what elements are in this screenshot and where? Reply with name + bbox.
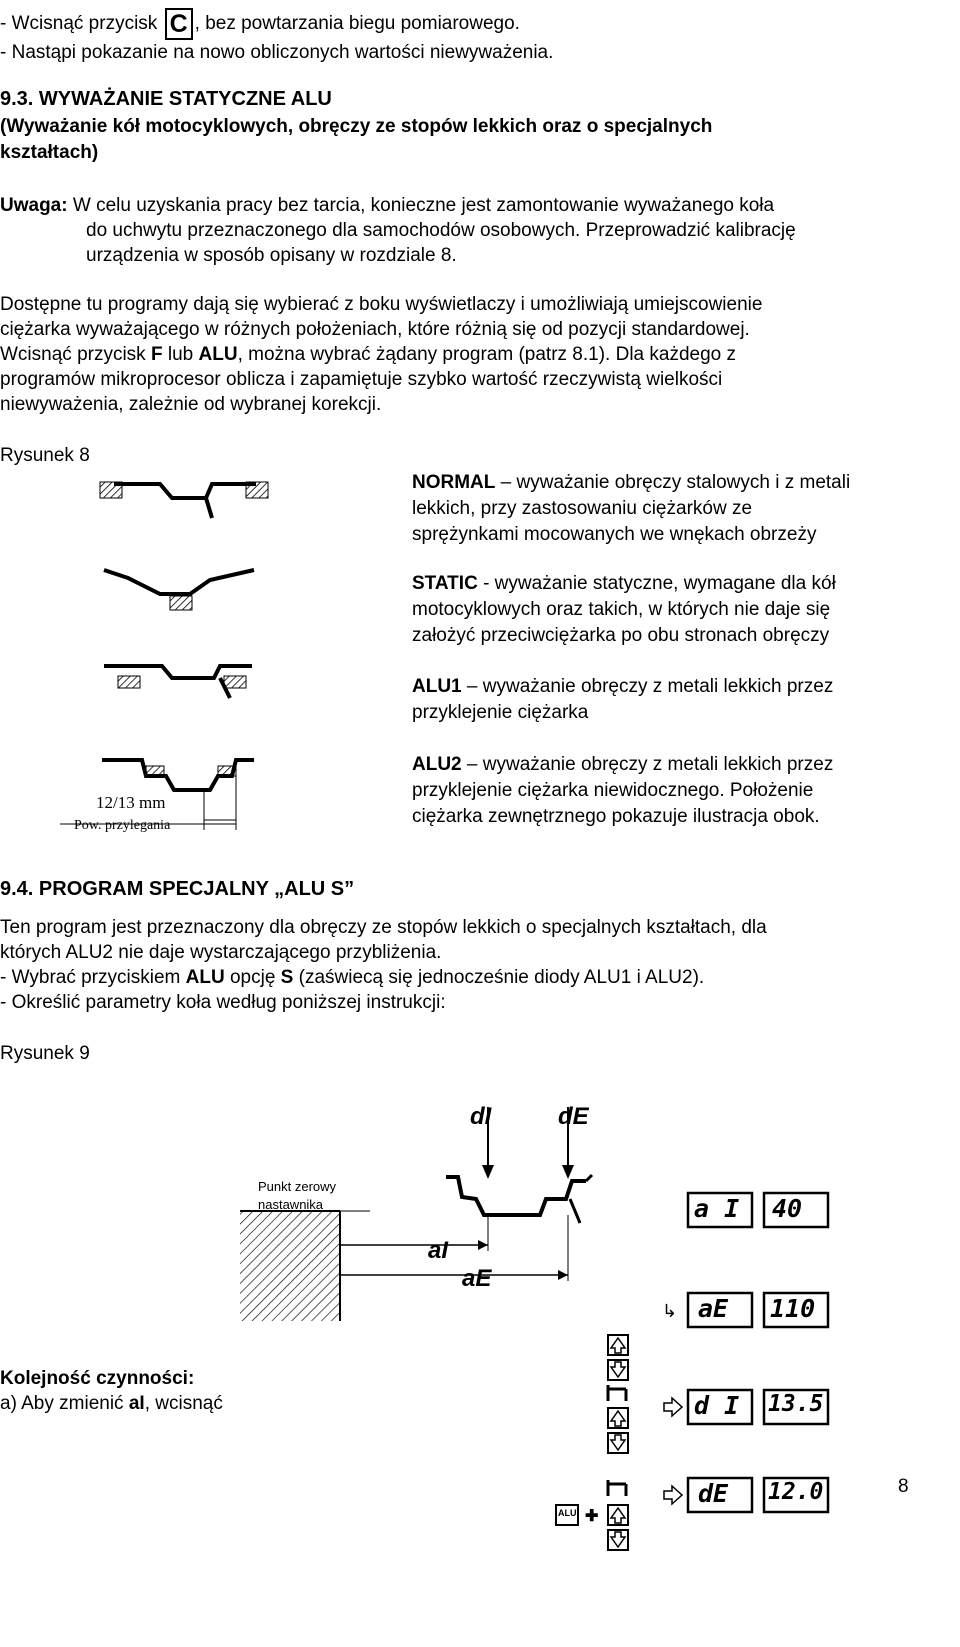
program-name: NORMAL <box>412 472 496 493</box>
svg-text:✚: ✚ <box>585 1508 599 1525</box>
section-9-4-title: 9.4. PROGRAM SPECJALNY „ALU S” <box>0 878 355 900</box>
section-9-3-subtitle-1: (Wyważanie kół motocyklowych, obręczy ze stopów lekkich oraz o specjalnych <box>0 116 713 137</box>
note-line-3: urządzenia w sposób opisany w rozdziale 8. <box>86 245 457 266</box>
text: ciężarka zewnętrznego pokazuje ilustracja obok. <box>412 806 820 827</box>
section-9-4-line-4: - Określić parametry koła według poniższej instrukcji: <box>0 992 446 1013</box>
display-right-2-value: 110 <box>770 1294 816 1323</box>
program-static <box>412 571 836 649</box>
para-line-2: ciężarka wyważającego w różnych położeniach, które różnią się od pozycji standardowej. <box>0 319 750 340</box>
para-line-1: Dostępne tu programy dają się wybierać z boku wyświetlaczy i umożliwiają umiejscowienie <box>0 294 763 315</box>
text: - Wybrać przyciskiem <box>0 967 186 988</box>
display-left-2-value: aE <box>698 1294 729 1323</box>
display-left-4-value: dE <box>698 1479 729 1508</box>
text: - Wcisnąć przycisk <box>0 13 163 34</box>
text: założyć przeciwciężarka po obu stronach obręczy <box>412 625 830 646</box>
text: opcję <box>224 967 281 988</box>
text: sprężynkami mocowanych we wnękach obrzeży <box>412 524 817 545</box>
text: - wyważanie statyczne, wymagane dla kół <box>477 573 836 594</box>
para-line-5: niewyważenia, zależnie od wybranej korekcji. <box>0 394 382 415</box>
display-right-1-value: 40 <box>772 1194 803 1223</box>
section-9-4-line-1: Ten program jest przeznaczony dla obręczy ze stopów lekkich o specjalnych kształtach, dla <box>0 917 767 938</box>
note-line-1 <box>0 193 774 219</box>
profile-alu1 <box>104 666 252 698</box>
display-left-1-value: a I <box>694 1194 740 1223</box>
text: lub <box>162 344 199 365</box>
surface-label: Pow. przylegania <box>74 818 171 833</box>
program-normal <box>412 470 850 548</box>
para-line-4: programów mikroprocesor oblicza i zapamiętuje szybko wartość rzeczywistą wielkości <box>0 369 723 390</box>
ae-arrow-label: aE <box>462 1265 492 1292</box>
section-9-4-line-2: których ALU2 nie daje wystarczającego przybliżenia. <box>0 942 442 963</box>
program-name: ALU2 <box>412 754 462 775</box>
section-9-4-line-3 <box>0 965 704 991</box>
text: Punkt zerowy <box>258 1179 337 1194</box>
display-right-3-value: 13.5 <box>768 1391 824 1417</box>
program-name: STATIC <box>412 573 478 594</box>
c-key-label: C <box>165 8 193 40</box>
page-number: 8 <box>898 1476 909 1497</box>
text: nastawnika <box>258 1197 324 1212</box>
para-line-3 <box>0 342 736 368</box>
text: motocyklowych oraz takich, w których nie daje się <box>412 599 831 620</box>
section-9-3-subtitle-2: kształtach) <box>0 142 99 163</box>
text: (zaświecą się jednocześnie diody ALU1 i ALU2). <box>293 967 705 988</box>
text: , bez powtarzania biegu pomiarowego. <box>194 13 520 34</box>
figure-8-caption: Rysunek 8 <box>0 445 90 466</box>
profile-normal <box>100 482 268 518</box>
sequence-step-a <box>0 1391 223 1417</box>
figure-9-caption: Rysunek 9 <box>0 1043 90 1064</box>
sequence-title: Kolejność czynności: <box>0 1368 195 1389</box>
ai-param: aI <box>128 1393 145 1414</box>
text: a) Aby zmienić <box>0 1393 129 1414</box>
svg-text:↳: ↳ <box>662 1301 678 1321</box>
text: przyklejenie ciężarka <box>412 702 589 723</box>
program-name: ALU1 <box>412 676 462 697</box>
text: – wyważanie obręczy z metali lekkich przez <box>461 754 834 775</box>
display-left-3-value: d I <box>694 1391 740 1420</box>
profile-static <box>104 570 254 610</box>
text: , można wybrać żądany program (patrz 8.1). Dla każdego z <box>237 344 737 365</box>
section-9-3-title: 9.3. WYWAŻANIE STATYCZNE ALU <box>0 88 332 110</box>
display-right-4-value: 12.0 <box>768 1479 824 1505</box>
program-alu1 <box>412 674 833 726</box>
instruction-line-2: - Nastąpi pokazanie na nowo obliczonych wartości niewyważenia. <box>0 42 554 63</box>
de-label: dE <box>558 1103 589 1130</box>
text: Wcisnąć przycisk <box>0 344 151 365</box>
alu-key-label: ALU <box>185 967 225 988</box>
text: lekkich, przy zastosowaniu ciężarków ze <box>412 498 753 519</box>
zero-point-label <box>258 1178 336 1214</box>
text: przyklejenie ciężarka niewidocznego. Położenie <box>412 780 814 801</box>
text: – wyważanie obręczy z metali lekkich przez <box>461 676 834 697</box>
note-line-2: do uchwytu przeznaczonego dla samochodów osobowych. Przeprowadzić kalibrację <box>86 220 796 241</box>
text: W celu uzyskania pracy bez tarcia, konieczne jest zamontowanie wyważanego koła <box>67 195 775 216</box>
f-key-label: F <box>150 344 163 365</box>
dimension-label: 12/13 mm <box>96 793 166 812</box>
text: – wyważanie obręczy stalowych i z metali <box>495 472 851 493</box>
instruction-line-1 <box>0 8 520 40</box>
alu-key-label: ALU <box>198 344 238 365</box>
ai-arrow-label: aI <box>428 1237 449 1264</box>
note-label: Uwaga: <box>0 195 68 216</box>
text: , wcisnąć <box>144 1393 223 1414</box>
alu-key-icon-label: ALU <box>558 1508 577 1518</box>
s-option-label: S <box>280 967 294 988</box>
di-label: dI <box>470 1103 492 1130</box>
program-alu2 <box>412 752 833 830</box>
figure-8-rim-profiles <box>60 470 280 840</box>
